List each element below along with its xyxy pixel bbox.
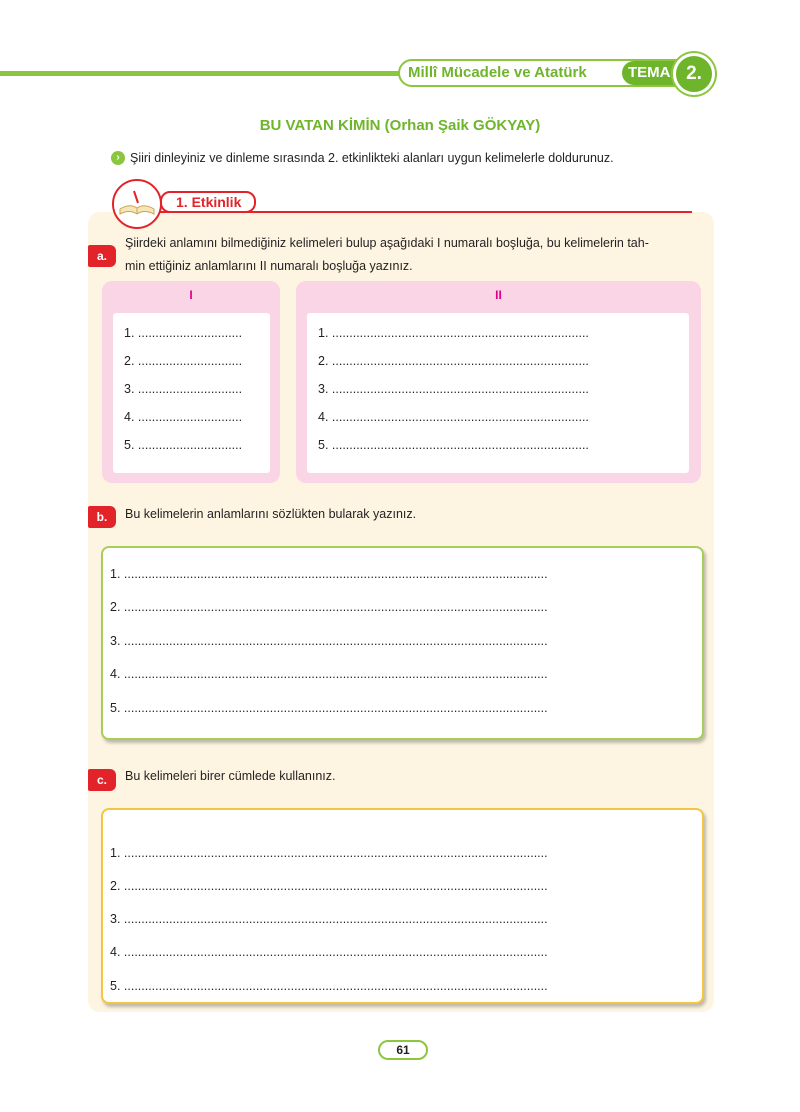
section-c-row[interactable]: 3. .......................................................................................................................... bbox=[110, 912, 548, 926]
section-c-row[interactable]: 2. .......................................................................................................................... bbox=[110, 879, 548, 893]
section-a-text-line1: Şiirdeki anlamını bilmediğiniz kelimeleri bulup aşağıdaki I numaralı boşluğa, bu kelimelerin tah- bbox=[125, 236, 649, 250]
section-b-row[interactable]: 3. .......................................................................................................................... bbox=[110, 634, 548, 648]
section-b-row[interactable]: 2. .......................................................................................................................... bbox=[110, 600, 548, 614]
column-i-row[interactable]: 4. .............................. bbox=[124, 410, 243, 424]
book-icon bbox=[112, 179, 162, 229]
column-ii-row[interactable]: 3. .......................................................................... bbox=[318, 382, 589, 396]
tema-badge: TEMA bbox=[622, 61, 684, 85]
column-ii-row[interactable]: 2. .......................................................................... bbox=[318, 354, 589, 368]
column-ii-header: II bbox=[495, 288, 502, 302]
section-c-text: Bu kelimeleri birer cümlede kullanınız. bbox=[125, 769, 336, 783]
column-ii-row[interactable]: 5. .......................................................................... bbox=[318, 438, 589, 452]
arrow-bullet-icon: › bbox=[111, 151, 125, 165]
section-c-row[interactable]: 1. .......................................................................................................................... bbox=[110, 846, 548, 860]
section-b-row[interactable]: 5. .......................................................................................................................... bbox=[110, 701, 548, 715]
column-i-row[interactable]: 1. .............................. bbox=[124, 326, 243, 340]
column-i-row[interactable]: 2. .............................. bbox=[124, 354, 243, 368]
section-b-row[interactable]: 4. .......................................................................................................................... bbox=[110, 667, 548, 681]
section-b-row[interactable]: 1. .......................................................................................................................... bbox=[110, 567, 548, 581]
poem-title: BU VATAN KİMİN (Orhan Şaik GÖKYAY) bbox=[259, 117, 541, 134]
section-a-text-line2: min ettiğiniz anlamlarını II numaralı boşluğa yazınız. bbox=[125, 259, 413, 273]
section-a-tag: a. bbox=[88, 245, 116, 267]
header-rule bbox=[0, 71, 410, 76]
section-c-tag: c. bbox=[88, 769, 116, 791]
instruction-text: Şiiri dinleyiniz ve dinleme sırasında 2. etkinlikteki alanları uygun kelimelerle doldurunuz. bbox=[130, 151, 614, 165]
activity-label: 1. Etkinlik bbox=[160, 191, 256, 213]
column-i-row[interactable]: 3. .............................. bbox=[124, 382, 243, 396]
column-ii-row[interactable]: 4. .......................................................................... bbox=[318, 410, 589, 424]
column-i-row[interactable]: 5. .............................. bbox=[124, 438, 243, 452]
theme-title: Millî Mücadele ve Atatürk bbox=[408, 64, 587, 81]
section-c-answer-box[interactable] bbox=[101, 808, 704, 1004]
section-b-text: Bu kelimelerin anlamlarını sözlükten bularak yazınız. bbox=[125, 507, 417, 521]
page-number: 61 bbox=[378, 1040, 428, 1060]
column-ii-row[interactable]: 1. .......................................................................... bbox=[318, 326, 589, 340]
section-c-row[interactable]: 4. .......................................................................................................................... bbox=[110, 945, 548, 959]
tema-number: 2. bbox=[673, 53, 715, 95]
section-b-tag: b. bbox=[88, 506, 116, 528]
column-i-header: I bbox=[189, 288, 193, 302]
section-c-row[interactable]: 5. .......................................................................................................................... bbox=[110, 979, 548, 993]
